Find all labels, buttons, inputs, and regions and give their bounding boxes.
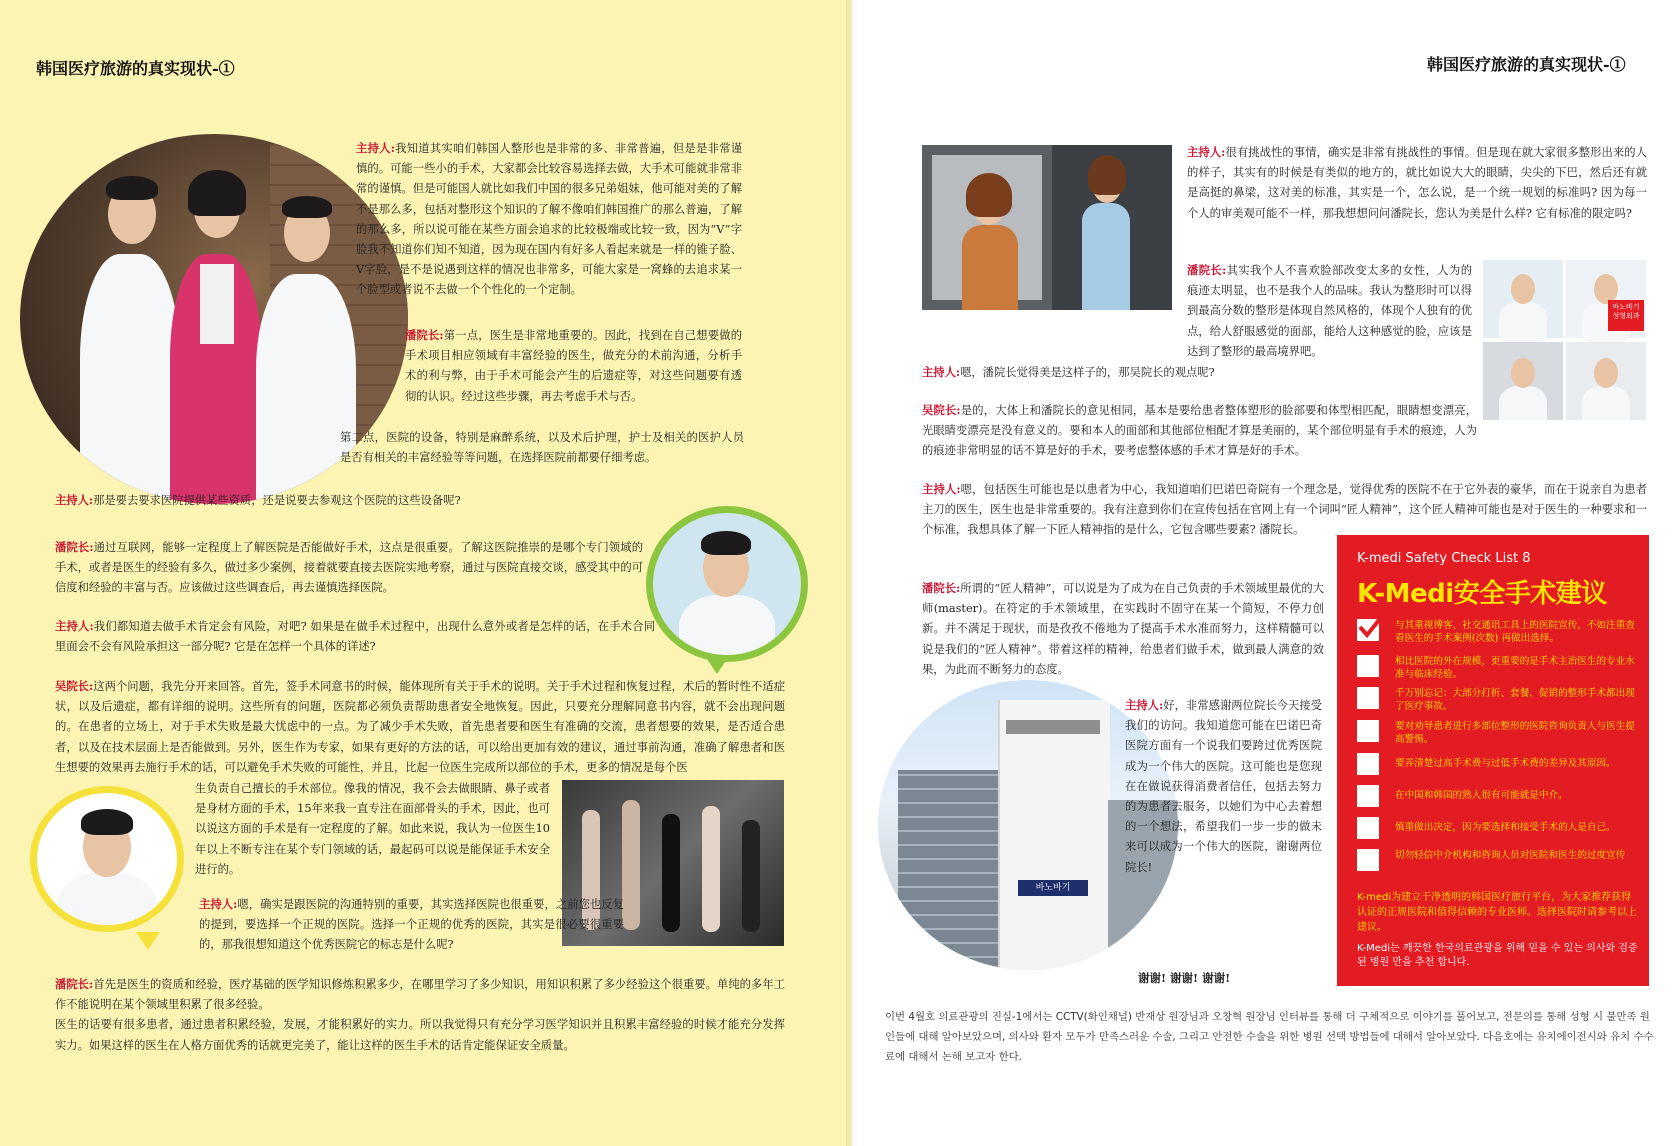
checklist-item-text: 切勿轻信中介机构和咨询人员对医院和医生的过度宣传 [1395,850,1626,861]
checkbox-icon [1357,655,1379,677]
paragraph-text: 我们都知道去做手术肯定会有风险，对吧? 如果是在做手术过程中，出现什么意外或者是怎样的话，在手术合同里面会不会有风险承担这一部分呢? 它是在怎样一个具体的详述? [55,620,655,654]
paragraph-text: 那是要去要求医院提供某些资质，还是说要去参观这个医院的这些设备呢? [93,494,461,507]
speaker-label: 潘院长: [922,581,961,595]
host-question-5 [1187,142,1647,224]
host-question-4 [199,894,624,956]
paragraph-text: 通过互联网，能够一定程度上了解医院是否能做好手术，这点是很重要。了解这医院推崇的是哪个专门领域的手术，或者是医生的经验有多久，做过多少案例，接着就要直接去医院实地考察，通过与医院直接交谈，感受其中的可信度和经验的丰富与否。应该做过这些调查后，再去谨慎选择医院。 [55,541,643,595]
wu-answer-2 [922,400,1477,462]
paragraph-text: 生负责自己擅长的手术部位。像我的情况，我不会去做眼睛、鼻子或者是身材方面的手术，15年来我一直专注在面部骨头的手术，因此，也可以说这方面的手术是有一定程度的了解。如此来说，我认为一位医生10年以上不断专注在某个专门领域的话，最起码可以说是能保证手术安全进行的。 [195,782,550,876]
paragraph-text: 嗯，潘院长觉得美是这样子的，那吴院长的观点呢? [960,366,1215,379]
speaker-label: 主持人: [1125,698,1164,712]
paragraph-text: 所谓的“匠人精神”，可以说是为了成为在自己负责的手术领域里最优的大师(master)。在符定的手术领域里，在实践时不固守在某一个简短，不停力创新。并不满足于现状，而是孜孜不倦地为了提高手术水准而努力，这样精髓可以说是我们的“匠人精神”。带着这样的精神，给患者们做手术，做到最人满意的效果，为此而不断努力的态度。 [922,582,1324,676]
checkbox-icon [1357,817,1379,839]
host-question-7 [922,479,1647,541]
checklist-item [1357,849,1641,879]
speaker-label: 主持人: [922,365,961,379]
paragraph-text: 其实我个人不喜欢脸部改变太多的女性，人为的痕迹太明显，也不是我个人的品味。我认为整形时可以得到最高分数的整形是体现自然风格的，体现个人独有的优点，给人舒服感觉的面部，能给人这种感觉的脸，应该是达到了整形的最高境界吧。 [1187,264,1472,358]
checklist-item [1357,655,1641,685]
speaker-label: 潘院长: [55,977,94,991]
wu-answer-1-continued [195,779,550,880]
checkbox-icon [1357,785,1379,807]
page-gutter [846,0,858,1146]
clinic-sign-2: 성형외과 [1612,312,1640,320]
paragraph-text: 医生的话要有很多患者，通过患者积累经验，发展，才能积累好的实力。所以我觉得只有充分学习医学知识并且积累丰富经验的时候才能充分发挥实力。如果这样的医生在人格方面优秀的话就更完美了，能让这样的医生手术的话肯定能保证安全质量。 [55,1018,785,1052]
speaker-label: 主持人: [55,493,94,507]
wu-answer-1 [55,676,785,778]
paragraph-text: 第一点，医生是非常地重要的。因此，找到在自己想要做的手术项目相应领域有丰富经验的医生，做充分的术前沟通，分析手术的利与弊，由于手术可能会产生的后遗症等，对这些问题要有透彻的认识。经过这些步骤，再去考虑手术与否。 [405,329,742,403]
speaker-label: 潘院长: [405,328,444,342]
clinic-sign-1: 바노바기 [1612,303,1640,311]
speaker-label: 主持人: [55,619,94,633]
speaker-label: 潘院长: [1187,263,1227,277]
pan-answer-1 [405,325,742,407]
paragraph-text: 我知道其实咱们韩国人整形也是非常的多、非常普遍，但是是非常谨慎的。可能一些小的手术，大家都会比较容易选择去做，大手术可能就非常非常的谨慎。但是可能国人就比如我们中国的很多兄弟姐妹，他可能对美的了解不是那么多，包括对整形这个知识的了解不像咱们韩国推广的那么普遍，了解的那么多，所以说可能在某些方面会追求的比较极端或比较一致，因为“V”字脸我不知道你们知不知道，因为现在国内有好多人看起来就是一样的锥子脸、V字脸，是不是说遇到这样的情况也非常多，可能大家是一窝蜂的去追求某一个脸型或者说不去做一个个性化的一个定制。 [356,142,742,297]
doctors-collage [1483,260,1646,420]
speaker-label: 主持人: [1187,145,1226,159]
pan-answer-5 [1187,260,1472,362]
paragraph-text: 嗯，确实是跟医院的沟通特别的重要，其实选择医院也很重要，之前您也反复的提到，要选择一个正规的医院。选择一个正规的优秀的医院，其实是很必要很重要的，那我很想知道这个优秀医院它的标志是什么呢? [199,898,624,952]
checklist-item-text: 慎重做出决定，因为要选择和接受手术的人是自己。 [1395,822,1616,833]
checklist-item [1357,817,1641,847]
pan-answer-6 [922,578,1324,680]
green-bubble-tail [705,656,729,674]
host-question-3 [55,616,655,657]
consultation-photo [922,145,1172,310]
paragraph-text: 嗯，包括医生可能也是以患者为中心，我知道咱们巴诺巴奇院有一个理念是，觉得优秀的医院不在于它外表的豪华，而在于说亲自为患者主刀的医生，医生也是非常重要的。我有注意到你们在宣传包括在官网上有一个词叫“匠人精神”，这个匠人精神可能也是对于医生的一种要求和一个标准，我想具体了解一下匠人精神指的是什么，它包含哪些要素? 潘院长。 [922,483,1647,537]
doctor-portrait-yellow [30,786,184,932]
left-page-header: 韩国医疗旅游的真实现状-① [36,59,235,78]
pan-answer-4 [55,974,785,1056]
right-page-header: 韩国医疗旅游的真实现状-① [1427,55,1626,74]
speaker-label: 吴院长: [55,679,94,693]
speaker-label: 主持人: [199,897,238,911]
pan-answer-3 [55,537,643,599]
checklist-item-text: 千万别忘记：大部分打折、套餐、促销的整形手术都出现了医疗事故。 [1395,688,1635,712]
thanks-text: 谢谢! 谢谢! 谢谢! [1138,971,1231,985]
checklist-item-text: 相比医院的外在规模，更重要的是手术主治医生的专业水准与临床经验。 [1395,656,1635,680]
paragraph-text: 第二点，医院的设备，特别是麻醉系统，以及术后护理，护士及相关的医护人员是否有相关的丰富经验等等问题，在选择医院前都要仔细考虑。 [340,431,744,465]
building-sign: 바노바기 [1018,880,1088,896]
safety-checklist-box [1337,535,1649,986]
paragraph-text: 很有挑战性的事情，确实是非常有挑战性的事情。但是现在就大家很多整形出来的人的样子，其实有的时候是有类似的地方的，就比如说大大的眼睛，尖尖的下巴，然后还有就是高挺的鼻梁，这对美的标准，其实是一个，怎么说，是一个统一规划的标准吗? 因为每一个人的审美观可能不一样，那我想想问问潘院长，您认为美是什么样? 它有标准的限定吗? [1187,146,1647,220]
host-closing [1125,695,1322,878]
checklist-subtitle: K-medi Safety Check List 8 [1357,551,1531,566]
checklist-item-text: 在中国和韩国的熟人很有可能就是中介。 [1395,790,1568,801]
intro-host-paragraph [356,138,742,301]
checkbox-icon [1357,720,1379,742]
checklist-item-text: 要对劝导患者进行多部位整形的医院咨询负责人与医生提高警惕。 [1395,721,1635,745]
speaker-label: 主持人: [922,482,961,496]
paragraph-text: 好，非常感谢两位院长今天接受我们的访问。我知道您可能在巴诺巴奇医院方面有一个说我们要跨过优秀医院成为一个伟大的医院。这可能也是您现在在做说获得消费者信任，包括去努力的为患者去服务，以她们为中心去着想的一个想法，希望我们一步一步的做未来可以成为一个伟大的医院，谢谢两位院长! [1125,699,1322,874]
checklist-item [1357,619,1641,649]
speaker-label: 吴院长: [922,403,961,417]
yellow-bubble-tail [136,932,160,950]
korean-summary: 이번 4월호 의료관광의 진실-1에서는 CCTV(화인채널) 반재상 원장님과 오창혁 원장님 인터뷰를 통해 더 구체적으로 이야기를 풀어보고, 전문의를 통해 성형 시 불만족 원인들에 대해 알아보았으며, 의사와 환자 모두가 만족스러운 수술, 그리고 안전한 수술을 위한 병원 선택 방법들에 대해서 알아보았다. 다음호에는 유치에이전시와 유치 수수료에 대해서 논해 보고자 한다. [885,1011,1654,1063]
checklist-footer-chinese: K-medi为建立干净透明的韩国医疗旅行平台，为大家推荐获得认证的正规医院和值得信赖的专业医师。选择医院时请参考以上建议。 [1357,892,1637,933]
speaker-label: 主持人: [356,141,395,155]
checklist-item [1357,687,1641,717]
checklist-footer-korean: K-Medi는 깨끗한 한국의료관광을 위해 믿을 수 있는 의사와 검증된 병원 만을 추천 합니다. [1357,943,1638,968]
checklist-item [1357,785,1641,815]
checkbox-icon [1357,687,1379,709]
checklist-item [1357,753,1641,783]
checklist-item-text: 要弄清楚过高手术费与过低手术费的差异及其原因。 [1395,758,1616,769]
checkbox-checked-icon [1357,619,1379,641]
paragraph-text: 首先是医生的资质和经验，医疗基础的医学知识修炼积累多少，在哪里学习了多少知识，用知识积累了多少经验这个很重要。单纯的多年工作不能说明在某个领域里积累了很多经验。 [55,978,785,1012]
paragraph-text: 这两个问题，我先分开来回答。首先，签手术同意书的时候，能体现所有关于手术的说明。关于手术过程和恢复过程，术后的暂时性不适症状，以及后遗症，都有详细的说明。这些所有的问题，医院都必须负责帮助患者安全地恢复。因此，只要充分理解同意书内容，就不会出现问题的。在患者的立场上，对于手术失败是最大忧虑中的一点。为了减少手术失败，首先患者要和医生有准确的交流，患者想要的效果，是否适合患者，以及在技术层面上是否能做到。另外，医生作为专家，如果有更好的方法的话，可以给出更加有效的建议，通过事前沟通，准确了解患者和医生想要的效果再去施行手术的话，可以避免手术失败的可能性，并且，比起一位医生完成所以部位的手术，更多的情况是每个医 [55,680,785,774]
doctor-portrait-green [646,506,808,662]
checkbox-icon [1357,753,1379,775]
speaker-label: 潘院长: [55,540,94,554]
paragraph-text: 是的，大体上和潘院长的意见相同，基本是要给患者整体塑形的脸部要和体型相匹配，眼睛想变漂亮，光眼睛变漂亮是没有意义的。要和本人的面部和其他部位相配才算是美丽的，某个部位明显有手术的痕迹，人为的痕迹非常明显的话不算是好的手术，要考虑整体感的手术才算是好的手术。 [922,404,1478,458]
checklist-title: K-Medi安全手术建议 [1357,579,1607,609]
checkbox-icon [1357,849,1379,871]
host-question-6 [922,362,1467,383]
checklist-item [1357,720,1641,750]
checklist-item-text: 与其重视博客、社交通讯工具上的医院宣传，不如注重查看医生的手术案例(次数) 再做出选择。 [1395,620,1635,644]
host-question-2 [55,490,745,511]
pan-answer-2 [340,428,744,468]
